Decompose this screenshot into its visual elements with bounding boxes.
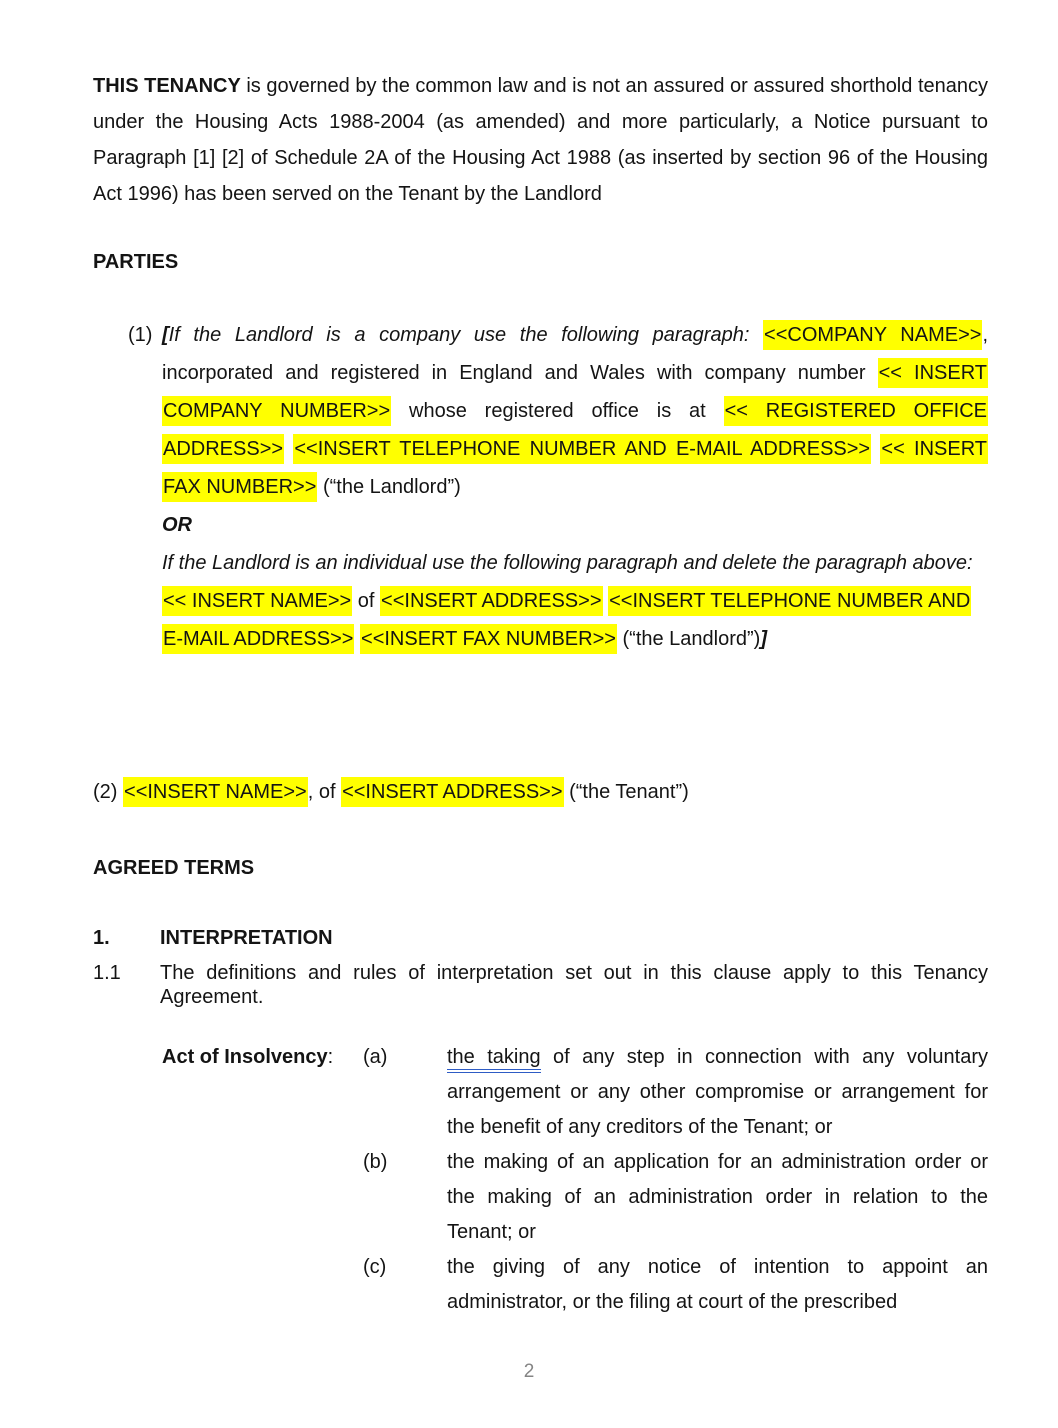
individual-guidance-note: If the Landlord is an individual use the following paragraph and delete the paragraph above: xyxy=(162,552,973,574)
definition-item-b-text: the making of an application for an administration order or the making of an administration order in relation to the Tenant; or xyxy=(447,1151,988,1243)
individual-landlord-paragraph xyxy=(162,582,988,658)
tenant-name-placeholder: <<INSERT NAME>> xyxy=(123,777,308,807)
intro-body: is governed by the common law and is not an assured or assured shorthold tenancy under the Housing Acts 1988-2004 (as amended) and more particularly, a Notice pursuant to Paragraph [1] [2] of Schedule 2A of the Housing Act 1988 (as inserted by section 96 of the Housing Act 1996) has been served on the Tenant by the Landlord xyxy=(93,75,988,205)
open-bracket: [ xyxy=(162,324,169,346)
clause-1-1-row xyxy=(93,961,988,1009)
or-label: OR xyxy=(162,514,192,536)
fax-number-placeholder: << INSERT FAX NUMBER>> xyxy=(162,434,988,502)
of-text: of xyxy=(352,590,381,612)
tenant-defined-term: (“the Tenant”) xyxy=(563,781,689,803)
definition-item-a xyxy=(363,1040,988,1145)
clause-1-1-text: The definitions and rules of interpretation set out in this clause apply to this Tenancy Agreement. xyxy=(160,962,988,1008)
insert-address-placeholder: <<INSERT ADDRESS>> xyxy=(380,586,602,616)
party-1-number: (1) xyxy=(128,324,153,346)
definition-term-text: Act of Insolvency xyxy=(162,1046,328,1068)
clause-1-number: 1. xyxy=(93,927,110,949)
definition-item-a-label: (a) xyxy=(363,1046,388,1068)
definition-item-c-text: the giving of any notice of intention to appoint an administrator, or the filing at court of the prescribed xyxy=(447,1256,988,1313)
definition-item-a-body: of any step in connection with any voluntary arrangement or any other compromise or arrangement for the benefit of any creditors of the Tenant; or xyxy=(447,1046,989,1138)
company-number-placeholder: << INSERT COMPANY NUMBER>> xyxy=(162,358,988,426)
clause-1-heading-row xyxy=(93,920,988,956)
party-2-number: (2) xyxy=(93,781,118,803)
company-landlord-paragraph xyxy=(162,316,988,506)
agreed-terms-heading: AGREED TERMS xyxy=(93,857,255,879)
insert-name-placeholder: << INSERT NAME>> xyxy=(162,586,352,616)
fax-number-placeholder-2: <<INSERT FAX NUMBER>> xyxy=(360,624,617,654)
definition-item-b-label: (b) xyxy=(363,1151,388,1173)
landlord-defined-term-2: (“the Landlord”) xyxy=(616,628,761,650)
after-company-number-text: whose registered office is at xyxy=(391,400,724,422)
definition-item-c xyxy=(363,1250,988,1320)
telephone-email-placeholder: <<INSERT TELEPHONE NUMBER AND E-MAIL ADDRESS>> xyxy=(293,434,871,464)
party-item-2 xyxy=(93,774,988,810)
definition-item-a-text xyxy=(447,1040,988,1145)
telephone-email-placeholder-2: <<INSERT TELEPHONE NUMBER AND E-MAIL ADDRESS>> xyxy=(162,586,971,654)
company-guidance-note: If the Landlord is a company use the following paragraph: xyxy=(168,324,764,346)
party-item-1 xyxy=(93,316,988,658)
page-number: 2 xyxy=(523,1361,535,1382)
definition-items xyxy=(363,1040,988,1320)
landlord-defined-term: (“the Landlord”) xyxy=(317,476,461,498)
definition-term-colon: : xyxy=(327,1046,334,1068)
registered-office-placeholder: << REGISTERED OFFICE ADDRESS>> xyxy=(162,396,988,464)
clause-1-1-number: 1.1 xyxy=(93,962,121,984)
definition-row-act-of-insolvency xyxy=(162,1040,988,1320)
gap xyxy=(871,438,880,460)
definitions-block xyxy=(93,1040,988,1320)
intro-paragraph xyxy=(93,68,988,212)
definition-item-c-label: (c) xyxy=(363,1256,387,1278)
intro-lead: THIS TENANCY xyxy=(93,75,241,97)
close-bracket: ] xyxy=(760,628,768,650)
definition-term xyxy=(162,1040,363,1320)
gap xyxy=(284,438,293,460)
tracked-insertion-text: the taking xyxy=(447,1046,541,1073)
clause-1-title: INTERPRETATION xyxy=(160,927,333,949)
after-company-name-text: , incorporated and registered in England and Wales with company number xyxy=(162,324,988,384)
party-1-body xyxy=(162,316,988,658)
tenant-mid-text: , of xyxy=(307,781,342,803)
parties-heading: PARTIES xyxy=(93,251,179,273)
tenant-address-placeholder: <<INSERT ADDRESS>> xyxy=(341,777,563,807)
company-name-placeholder: <<COMPANY NAME>> xyxy=(763,320,982,350)
or-divider xyxy=(162,506,988,544)
definition-item-b xyxy=(363,1145,988,1250)
